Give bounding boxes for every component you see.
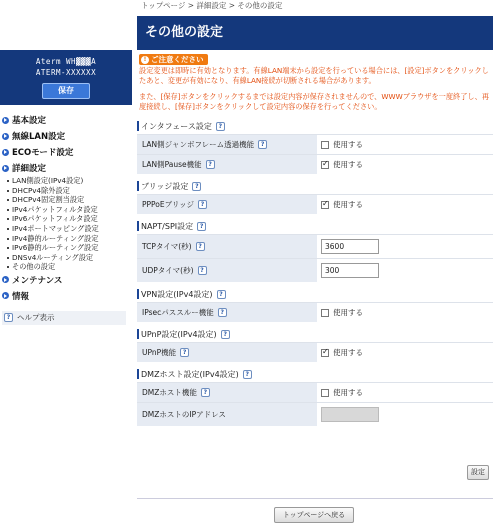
setting-row: LAN側ジャンボフレーム透過機能 ? 使用する [137,134,493,154]
submenu-item[interactable]: IPv4ポートマッピング設定 [7,224,132,234]
help-icon[interactable]: ? [198,266,207,275]
tcp-timer-input[interactable]: 3600 [321,239,379,254]
help-toggle[interactable]: ? ヘルプ表示 [2,311,126,325]
sidebar-menu [0,105,132,325]
submenu-item[interactable]: LAN側設定(IPv4設定) [7,176,132,186]
setting-row: PPPoEブリッジ ? ✓ 使用する [137,194,493,214]
apply-settings-button[interactable]: 設定 [467,465,489,480]
section-bridge [137,178,493,214]
arrow-bullet-icon [2,292,9,299]
detail-submenu [0,176,132,272]
menu-wlan-settings[interactable]: 無線LAN設定 [0,128,132,144]
submenu-item[interactable]: IPv4静的ルーティング設定 [7,234,132,244]
section-title: VPN設定(IPv4設定) ? [137,286,493,302]
dmz-host-checkbox[interactable] [321,389,329,397]
help-icon[interactable]: ? [198,200,207,209]
help-icon[interactable]: ? [196,242,205,251]
menu-basic-settings[interactable]: 基本設定 [0,112,132,128]
ipsec-passthrough-checkbox[interactable] [321,309,329,317]
submenu-item[interactable]: IPv6静的ルーティング設定 [7,243,132,253]
section-title: UPnP設定(IPv4設定) ? [137,326,493,342]
submenu-item[interactable]: IPv4パケットフィルタ設定 [7,205,132,215]
brand-panel [0,50,132,105]
submenu-item[interactable]: DHCPv4除外設定 [7,186,132,196]
help-icon[interactable]: ? [258,140,267,149]
section-title: ブリッジ設定 ? [137,178,493,194]
pause-checkbox[interactable] [321,161,329,169]
help-icon[interactable]: ? [217,290,226,299]
section-title: NAPT/SPI設定 ? [137,218,493,234]
section-vpn [137,286,493,322]
help-icon[interactable]: ? [243,370,252,379]
upnp-checkbox[interactable] [321,349,329,357]
breadcrumb: トップページ > 詳細設定 > その他の設定 [141,1,283,10]
submenu-item[interactable]: IPv6パケットフィルタ設定 [7,214,132,224]
sidebar [0,0,132,527]
menu-detail-settings[interactable]: 詳細設定 [0,160,132,176]
arrow-bullet-icon [2,133,9,140]
warning-paragraph: また、[保存]ボタンをクリックするまでは設定内容が保存されませんので、WWWブラウザを一度終了し、再度接続し、[保存]ボタンをクリックして設定内容の保存を行ってください。 [139,92,489,111]
section-title: DMZホスト設定(IPv4設定) ? [137,366,493,382]
help-icon: ? [4,313,13,322]
setting-row: UDPタイマ(秒) ? 300 [137,258,493,282]
submenu-item-current[interactable]: その他の設定 [7,262,132,272]
section-napt [137,218,493,282]
setting-row: DMZホスト機能 ? 使用する [137,382,493,402]
arrow-bullet-icon [2,149,9,156]
help-icon[interactable]: ? [197,222,206,231]
exclamation-icon: ! [141,56,149,64]
submenu-item[interactable]: DNSv4ルーティング設定 [7,253,132,263]
arrow-bullet-icon [2,117,9,124]
menu-info[interactable]: 情報 [0,288,132,304]
help-icon[interactable]: ? [221,330,230,339]
warning-text [137,65,493,112]
page-title: その他の設定 [137,16,493,50]
sidebar-top [0,0,132,50]
help-icon[interactable]: ? [201,388,210,397]
section-upnp [137,326,493,362]
brand-ssid: ATERM-XXXXXX [35,68,97,77]
pppoe-bridge-checkbox[interactable] [321,201,329,209]
back-to-top-button[interactable]: トップページへ戻る [274,507,354,523]
setting-row: LAN側Pause機能 ? ✓ 使用する [137,154,493,174]
setting-row: DMZホストのIPアドレス [137,402,493,426]
warning-paragraph: 設定変更は即時に有効となります。有線LAN端末から設定を行っている場合には、[設定]ボタンをクリックしたあと、変更が有効になり、有線LAN接続が切断される場合があります。 [139,66,489,85]
arrow-bullet-icon [2,165,9,172]
help-icon[interactable]: ? [206,160,215,169]
udp-timer-input[interactable]: 300 [321,263,379,278]
menu-maintenance[interactable]: メンテナンス [0,272,132,288]
warning-badge: ! ご注意ください [139,54,208,65]
main-content [137,0,493,527]
section-title: インタフェース設定 ? [137,118,493,134]
help-icon[interactable]: ? [218,308,227,317]
setting-row: IPsecパススルー機能 ? 使用する [137,302,493,322]
section-interface [137,118,493,174]
menu-eco-settings[interactable]: ECOモード設定 [0,144,132,160]
submenu-item[interactable]: DHCPv4固定割当設定 [7,195,132,205]
help-icon[interactable]: ? [216,122,225,131]
jumbo-frame-checkbox[interactable] [321,141,329,149]
dmz-ip-input[interactable] [321,407,379,422]
brand-model: Aterm WH▓▓▓A [35,57,97,66]
setting-row: UPnP機能 ? ✓ 使用する [137,342,493,362]
arrow-bullet-icon [2,276,9,283]
help-icon[interactable]: ? [180,348,189,357]
setting-row: TCPタイマ(秒) ? 3600 [137,234,493,258]
section-dmz [137,366,493,426]
save-button[interactable]: 保存 [42,83,90,99]
footer-divider [137,498,493,499]
help-icon[interactable]: ? [192,182,201,191]
